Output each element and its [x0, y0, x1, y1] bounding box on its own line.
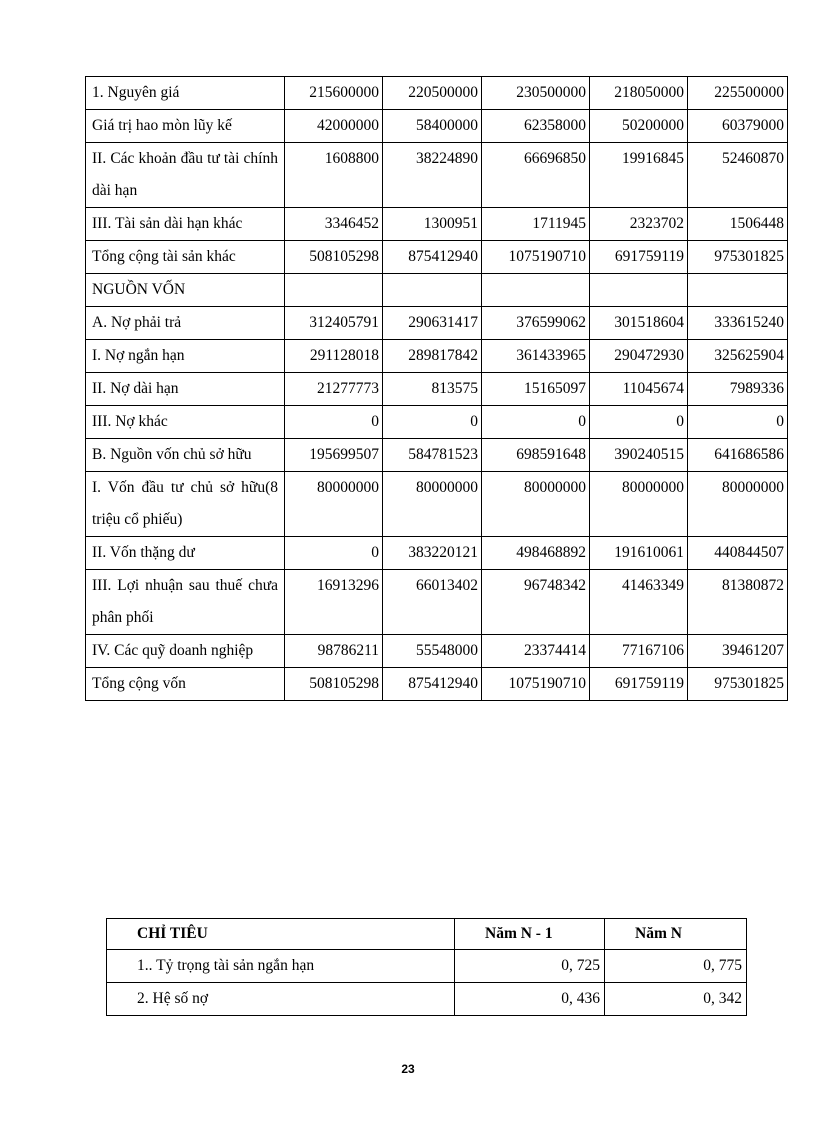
table-row	[86, 537, 788, 570]
page-number: 23	[401, 1062, 415, 1076]
row-value	[688, 274, 788, 307]
row-value: 383220121	[383, 537, 482, 570]
row-value: 0	[285, 406, 383, 439]
row-value: 0	[383, 406, 482, 439]
ratio-row-label: 1.. Tỷ trọng tài sản ngắn hạn	[107, 950, 455, 983]
row-value: 39461207	[688, 635, 788, 668]
ratio-header-indicator: CHỈ TIÊU	[107, 919, 455, 950]
row-value: 1075190710	[482, 668, 590, 701]
row-value: 66013402	[383, 570, 482, 635]
row-value: 7989336	[688, 373, 788, 406]
row-value: 52460870	[688, 143, 788, 208]
row-value: 641686586	[688, 439, 788, 472]
row-label: A. Nợ phải trả	[86, 307, 285, 340]
row-label: Giá trị hao mòn lũy kế	[86, 110, 285, 143]
row-value: 390240515	[590, 439, 688, 472]
table-row	[86, 635, 788, 668]
row-value: 80000000	[590, 472, 688, 537]
row-value: 19916845	[590, 143, 688, 208]
row-value: 81380872	[688, 570, 788, 635]
row-value: 333615240	[688, 307, 788, 340]
row-value: 41463349	[590, 570, 688, 635]
table-row	[86, 472, 788, 537]
row-value: 58400000	[383, 110, 482, 143]
row-value: 0	[482, 406, 590, 439]
row-label: IV. Các quỹ doanh nghiệp	[86, 635, 285, 668]
table-row	[86, 340, 788, 373]
row-label: I. Vốn đầu tư chủ sở hữu(8 triệu cổ phiếu)	[86, 472, 285, 537]
row-value: 813575	[383, 373, 482, 406]
row-value: 220500000	[383, 77, 482, 110]
row-value: 15165097	[482, 373, 590, 406]
row-value: 361433965	[482, 340, 590, 373]
row-value: 230500000	[482, 77, 590, 110]
row-value: 80000000	[285, 472, 383, 537]
balance-sheet-body	[86, 77, 788, 701]
ratio-row-label: 2. Hệ số nợ	[107, 983, 455, 1016]
row-label: II. Vốn thặng dư	[86, 537, 285, 570]
row-value	[590, 274, 688, 307]
ratio-row-value: 0, 775	[605, 950, 747, 983]
row-value: 80000000	[482, 472, 590, 537]
row-value: 584781523	[383, 439, 482, 472]
row-label: II. Nợ dài hạn	[86, 373, 285, 406]
row-value: 215600000	[285, 77, 383, 110]
row-label: III. Lợi nhuận sau thuế chưa phân phối	[86, 570, 285, 635]
row-value: 96748342	[482, 570, 590, 635]
table-row	[86, 439, 788, 472]
table-row	[86, 208, 788, 241]
table-row	[86, 274, 788, 307]
row-value: 325625904	[688, 340, 788, 373]
row-value: 0	[688, 406, 788, 439]
table-row	[86, 110, 788, 143]
row-value: 225500000	[688, 77, 788, 110]
row-value: 508105298	[285, 668, 383, 701]
table-row	[86, 570, 788, 635]
row-value: 98786211	[285, 635, 383, 668]
row-value: 975301825	[688, 668, 788, 701]
row-value: 312405791	[285, 307, 383, 340]
row-value: 291128018	[285, 340, 383, 373]
row-value: 1711945	[482, 208, 590, 241]
row-value: 218050000	[590, 77, 688, 110]
row-value: 60379000	[688, 110, 788, 143]
ratio-row-value: 0, 342	[605, 983, 747, 1016]
row-value: 440844507	[688, 537, 788, 570]
table-row	[86, 143, 788, 208]
row-value: 289817842	[383, 340, 482, 373]
row-value: 80000000	[383, 472, 482, 537]
row-value: 66696850	[482, 143, 590, 208]
row-value: 50200000	[590, 110, 688, 143]
row-label: Tổng cộng tài sản khác	[86, 241, 285, 274]
table-row	[86, 241, 788, 274]
row-value: 301518604	[590, 307, 688, 340]
row-value: 191610061	[590, 537, 688, 570]
row-value: 77167106	[590, 635, 688, 668]
row-value: 62358000	[482, 110, 590, 143]
row-value: 975301825	[688, 241, 788, 274]
row-value: 498468892	[482, 537, 590, 570]
row-value: 16913296	[285, 570, 383, 635]
row-label: II. Các khoản đầu tư tài chính dài hạn	[86, 143, 285, 208]
row-label: I. Nợ ngắn hạn	[86, 340, 285, 373]
row-value: 55548000	[383, 635, 482, 668]
row-value: 42000000	[285, 110, 383, 143]
table-row	[86, 373, 788, 406]
row-value: 376599062	[482, 307, 590, 340]
row-value: 11045674	[590, 373, 688, 406]
row-label: NGUỒN VỐN	[86, 274, 285, 307]
row-label: B. Nguồn vốn chủ sở hữu	[86, 439, 285, 472]
row-value	[285, 274, 383, 307]
financial-ratio-table	[106, 918, 747, 1016]
table-row	[86, 668, 788, 701]
row-value: 195699507	[285, 439, 383, 472]
ratio-row	[107, 950, 747, 983]
table-row	[86, 307, 788, 340]
row-label: Tổng cộng vốn	[86, 668, 285, 701]
row-value: 698591648	[482, 439, 590, 472]
ratio-header-row	[107, 919, 747, 950]
row-value: 1300951	[383, 208, 482, 241]
row-value: 691759119	[590, 668, 688, 701]
row-value: 0	[590, 406, 688, 439]
row-value: 2323702	[590, 208, 688, 241]
ratio-row-value: 0, 725	[455, 950, 605, 983]
row-value: 80000000	[688, 472, 788, 537]
row-value: 1506448	[688, 208, 788, 241]
row-value: 23374414	[482, 635, 590, 668]
table-row	[86, 77, 788, 110]
row-value: 875412940	[383, 241, 482, 274]
row-value	[482, 274, 590, 307]
row-label: 1. Nguyên giá	[86, 77, 285, 110]
row-value: 691759119	[590, 241, 688, 274]
table-row	[86, 406, 788, 439]
row-value: 38224890	[383, 143, 482, 208]
row-value: 0	[285, 537, 383, 570]
row-value: 21277773	[285, 373, 383, 406]
row-value: 875412940	[383, 668, 482, 701]
balance-sheet-table	[85, 76, 788, 701]
ratio-header-current-year: Năm N	[605, 919, 747, 950]
row-value: 3346452	[285, 208, 383, 241]
ratio-header-prev-year: Năm N - 1	[455, 919, 605, 950]
row-value: 1608800	[285, 143, 383, 208]
ratio-row-value: 0, 436	[455, 983, 605, 1016]
row-value: 1075190710	[482, 241, 590, 274]
row-label: III. Tài sản dài hạn khác	[86, 208, 285, 241]
row-value: 290631417	[383, 307, 482, 340]
ratio-row	[107, 983, 747, 1016]
row-value: 290472930	[590, 340, 688, 373]
row-value	[383, 274, 482, 307]
row-value: 508105298	[285, 241, 383, 274]
row-label: III. Nợ khác	[86, 406, 285, 439]
